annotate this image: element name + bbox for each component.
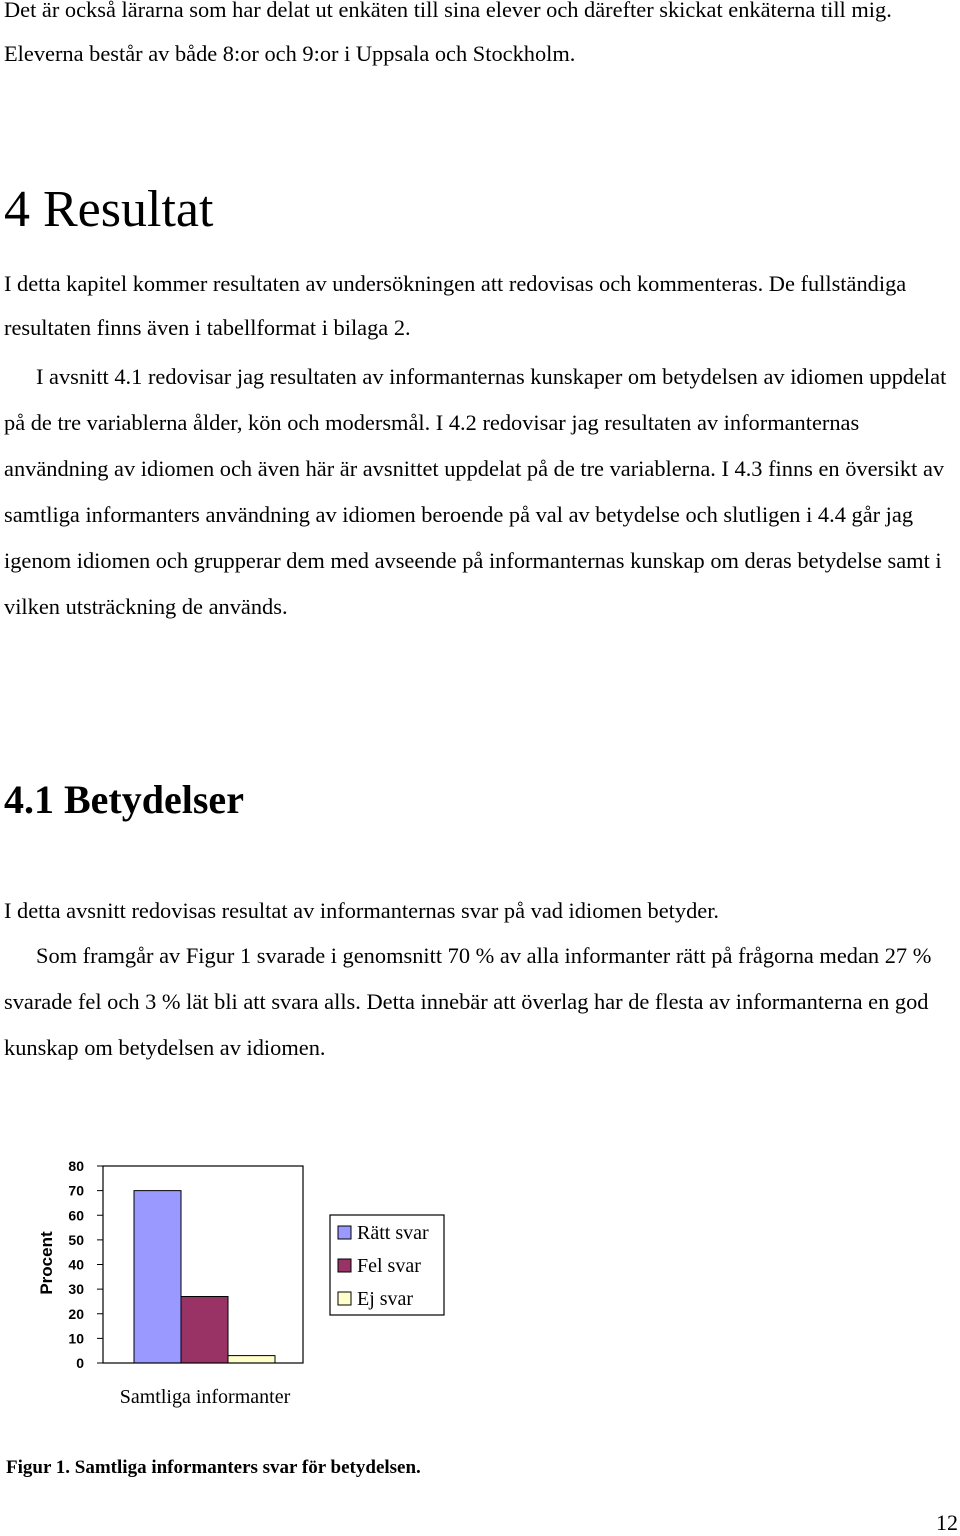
section-4-1-paragraph-1: I detta avsnitt redovisas resultat av informanternas svar på vad idiomen betyder. [4,898,720,923]
y-tick-label: 10 [68,1330,84,1347]
bar-chart [0,1148,470,1438]
section-4-paragraph-2-text: I avsnitt 4.1 redovisar jag resultaten av informanternas kunskaper om betydelsen av idiomen uppdelat på de tre variablerna ålder, kön och modersmål. I 4.2 redovisar jag resultaten av informanternas användning av idiomen och även här är avsnittet uppdelat på de tre variablerna. I 4.3 finns en översikt av samtliga informanters användning av idiomen beroende på val av betydelse och slutligen i 4.4 går jag igenom idiomen och grupperar dem med avseende på informanternas kunskap om deras betydelse samt i vilken utsträckning de används. [4,364,947,619]
y-tick-label: 60 [68,1207,84,1224]
section-4-paragraph-1: I detta kapitel kommer resultaten av undersökningen att redovisas och kommenteras. De fullständiga resultaten finns även i tabellformat i bilaga 2. [4,271,907,340]
x-axis-category-label: Samtliga informanter [119,1386,291,1408]
bar-fel-svar [181,1297,228,1363]
y-axis-label: Procent [37,1231,56,1295]
bar-rätt-svar [134,1191,181,1363]
legend-swatch [338,1259,351,1272]
legend-swatch [338,1292,351,1305]
section-4-paragraph-2 [4,354,960,630]
legend [330,1215,444,1315]
section-4-1-paragraph-2-text: Som framgår av Figur 1 svarade i genomsnitt 70 % av alla informanter rätt på frågorna medan 27 % svarade fel och 3 % lät bli att svara alls. Detta innebär att överlag har de flesta av informanterna en god kunskap om betydelsen av idiomen. [4,943,932,1060]
figure-caption: Figur 1. Samtliga informanters svar för betydelsen. [6,1457,421,1478]
section-title-betydelser: 4.1 Betydelser [4,777,244,822]
chart-bars [134,1191,275,1363]
y-tick-label: 40 [68,1256,84,1273]
legend-label: Fel svar [357,1255,421,1277]
intro-paragraph: Det är också lärarna som har delat ut enkäten till sina elever och därefter skickat enkäterna till mig. Eleverna består av både 8:or och 9:or i Uppsala och Stockholm. [4,0,892,66]
section-4-1-paragraph-2 [4,933,960,1071]
y-tick-label: 80 [68,1158,84,1174]
y-tick-label: 50 [68,1231,84,1248]
y-tick-label: 0 [76,1355,84,1371]
y-axis-ticks [68,1158,103,1371]
page-number: 12 [936,1510,958,1535]
bar-ej-svar [228,1356,275,1363]
legend-label: Rätt svar [357,1222,429,1244]
y-tick-label: 30 [68,1281,84,1298]
section-title-resultat: 4 Resultat [4,181,214,238]
y-tick-label: 70 [68,1182,84,1199]
legend-swatch [338,1226,351,1239]
y-tick-label: 20 [68,1305,84,1322]
legend-label: Ej svar [357,1288,414,1310]
